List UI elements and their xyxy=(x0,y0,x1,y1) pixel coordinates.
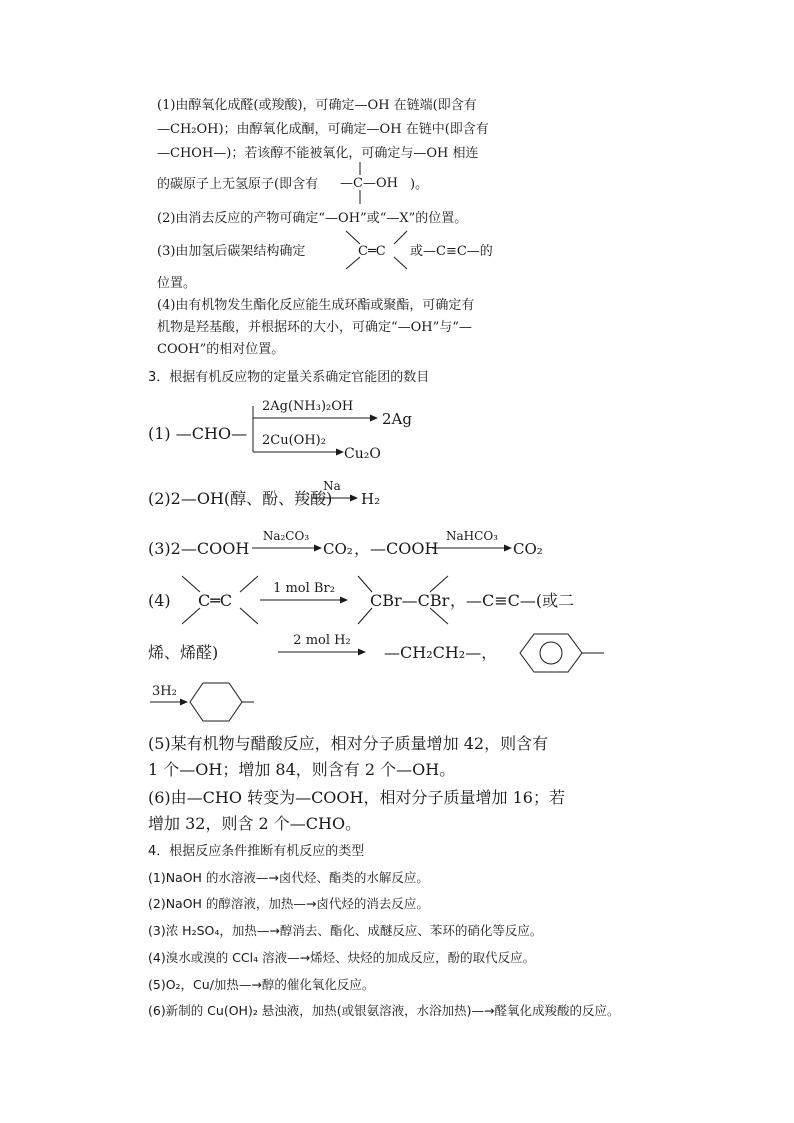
reaction-4-label: (4) xyxy=(148,591,171,610)
text-line-4-end: )。 xyxy=(410,177,429,192)
para-5-line-1: (5)某有机物与醋酸反应，相对分子质量增加 42，则含有 xyxy=(148,734,549,753)
reaction-4-tail: ，—C≡C—(或二 xyxy=(450,591,575,610)
condition-item-3: (3)浓 H₂SO₄，加热—→醇消去、酯化、成醚反应、苯环的硝化等反应。 xyxy=(148,923,543,938)
para-5-line-2: 1 个—OH；增加 84，则含有 2 个—OH。 xyxy=(148,760,456,779)
condition-item-2: (2)NaOH 的醇溶液，加热—→卤代烃的消去反应。 xyxy=(148,896,429,911)
alkene-label: C═C xyxy=(358,244,386,259)
reaction-4-condition-1: 1 mol Br₂ xyxy=(273,581,335,596)
para-6-line-2: 增加 32，则含 2 个—CHO。 xyxy=(148,814,362,833)
text-line-2: —CH₂OH)；由醇氧化成酮，可确定—OH 在链中(即含有 xyxy=(157,122,489,137)
reaction-1-upper-product: 2Ag xyxy=(382,410,412,428)
text-line-1: (1)由醇氧化成醛(或羧酸)，可确定—OH 在链端(即含有 xyxy=(157,98,477,113)
reaction-2-condition: Na xyxy=(323,479,341,493)
alkene-structure-1 xyxy=(344,228,410,274)
structure-label: —C—OH xyxy=(340,176,398,191)
reaction-3-product-1: CO₂ xyxy=(323,540,353,558)
text-line-6: (3)由加氢后碳架结构确定 xyxy=(157,244,306,259)
para-6-line-1: (6)由—CHO 转变为—COOH，相对分子质量增加 16；若 xyxy=(148,788,565,807)
condition-item-5: (5)O₂，Cu/加热—→醇的催化氧化反应。 xyxy=(148,977,375,992)
reaction-4-condition-2: 2 mol H₂ xyxy=(293,633,351,648)
tertiary-carbon-structure xyxy=(338,160,408,210)
dibromide-label: CBr—CBr xyxy=(370,591,450,610)
condition-item-6: (6)新制的 Cu(OH)₂ 悬浊液，加热(或银氨溶液，水浴加热)—→醛氧化成羧酸的反应。 xyxy=(148,1003,620,1018)
text-line-7: 位置。 xyxy=(157,276,197,291)
reaction-3-condition-2: NaHCO₃ xyxy=(446,529,498,543)
text-line-5: (2)由消去反应的产物可确定“—OH”或“—X”的位置。 xyxy=(157,211,468,226)
reaction-3-condition-1: Na₂CO₃ xyxy=(262,529,310,543)
reaction-3-middle: ，—COOH xyxy=(354,539,439,558)
reaction-3-product-2: CO₂ xyxy=(513,540,543,558)
section-4-title: 4．根据反应条件推断有机反应的类型 xyxy=(148,844,365,859)
condition-item-1: (1)NaOH 的水溶液—→卤代烃、酯类的水解反应。 xyxy=(148,870,429,885)
reaction-1-label: (1) —CHO— xyxy=(148,424,248,443)
reaction-3-arrow-2 xyxy=(430,524,550,560)
reaction-2-arrow xyxy=(312,474,392,510)
text-line-6-end: 或—C≡C—的 xyxy=(410,244,493,259)
text-line-9: 机物是羟基酸，并根据环的大小，可确定“—OH”与“— xyxy=(157,320,472,335)
reaction-3-arrow-1 xyxy=(250,524,360,560)
reaction-3-label: (3)2—COOH xyxy=(148,539,250,558)
section-3-title: 3．根据有机反应物的定量关系确定官能团的数目 xyxy=(148,370,430,385)
text-line-10: COOH”的相对位置。 xyxy=(157,342,285,357)
reaction-4-product-2: —CH₂CH₂—， xyxy=(384,643,498,662)
reaction-2-label: (2)2—OH(醇、酚、羧酸) xyxy=(148,489,333,508)
benzene-ring-icon xyxy=(520,632,610,676)
reaction-4-arrow-1 xyxy=(258,576,358,612)
reaction-1-upper-condition: 2Ag(NH₃)₂OH xyxy=(262,399,354,414)
alkene-label-2: C═C xyxy=(198,591,233,610)
condition-item-4: (4)溴水或溴的 CCl₄ 溶液—→烯烃、炔烃的加成反应，酚的取代反应。 xyxy=(148,950,536,965)
reaction-4-continuation: 烯、烯醛) xyxy=(148,643,219,662)
reaction-2-product: H₂ xyxy=(361,490,381,508)
reaction-1-lower-condition: 2Cu(OH)₂ xyxy=(262,433,326,448)
reaction-1-branch xyxy=(240,392,430,464)
text-line-8: (4)由有机物发生酯化反应能生成环酯或聚酯，可确定有 xyxy=(157,298,475,313)
alkene-structure-2 xyxy=(180,572,260,628)
reaction-1-lower-product: Cu₂O xyxy=(344,446,381,462)
cyclohexane-ring-icon xyxy=(190,681,256,725)
text-line-3: —CHOH—)；若该醇不能被氧化，可确定与—OH 相连 xyxy=(157,146,479,161)
reaction-4-condition-3: 3H₂ xyxy=(152,684,177,699)
reaction-4-arrow-2 xyxy=(276,628,376,664)
text-line-4: 的碳原子上无氢原子(即含有 xyxy=(157,177,319,192)
